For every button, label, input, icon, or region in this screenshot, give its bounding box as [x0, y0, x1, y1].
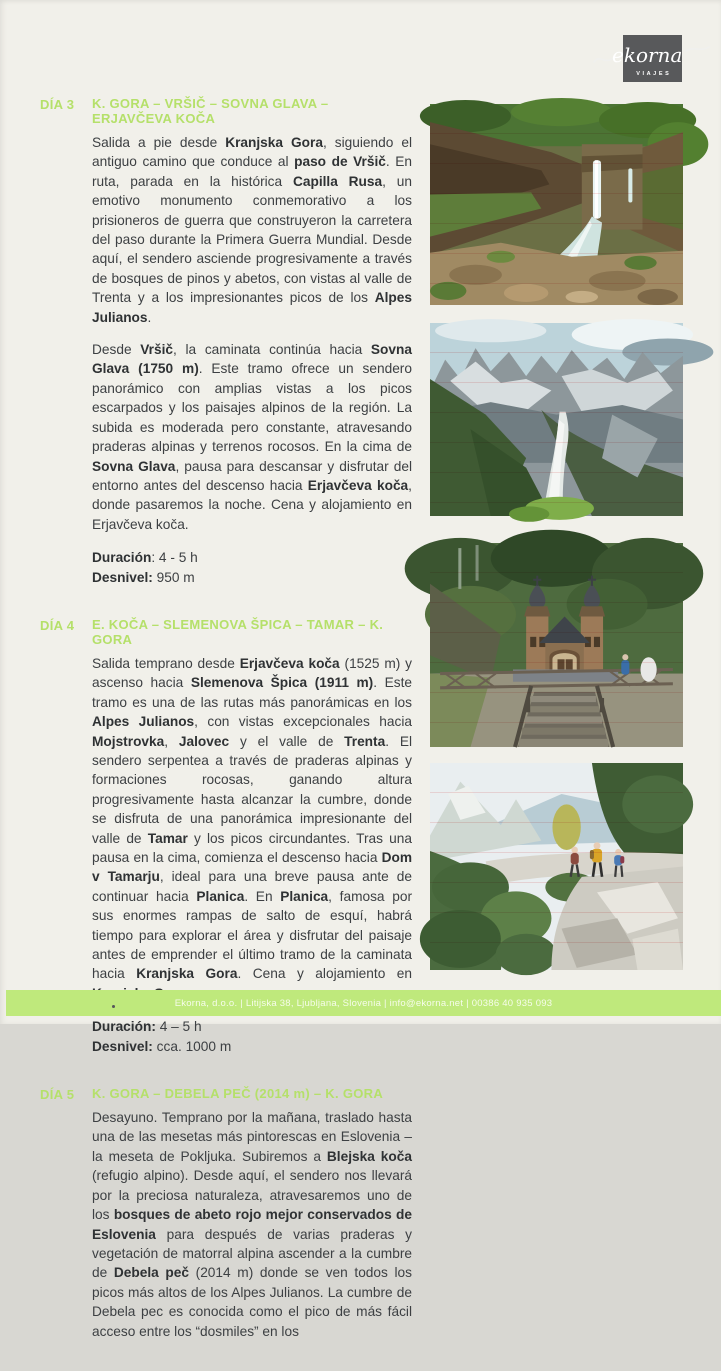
day-5-body — [92, 1086, 412, 1341]
day-4-label: DÍA 4 — [40, 617, 75, 633]
trail-illustration — [430, 763, 683, 970]
waterfall-gorge-photo — [430, 104, 683, 305]
day-3-title: K. GORA – VRŠIČ – SOVNA GLAVA – ERJAVČEVA KOČA — [92, 96, 329, 126]
elevation-line: Desnivel: 950 m — [92, 569, 195, 585]
day-4-paragraph: Salida temprano desde Erjavčeva koča (1525 m) y ascenso hacia Slemenova Špica (1911 m). Este tramo es una de las rutas más panorámicas en los Alpes Julianos, con vistas excepcionales hacia Mojstrovka, Jalovec y el valle de Trenta. El sendero serpentea a través de praderas alpinas y formaciones rocosas, ganando altura progresivamente hasta alcanzar la cumbre, donde se disfruta de una panorámica impresionante del valle de Tamar y los picos circundantes. Tras una pausa en la cima, comienza el descenso hacia Dom v Tamarju, ideal para una breve pausa ante de continuar hacia Planica. En Planica, famosa por sus enormes rampas de salto de esquí, habrá tiempo para explorar el área y disfrutar del paisaje antes de emprender el último tramo de la caminata hacia Kranjska Gora. Cena y alojamiento en — [92, 655, 413, 982]
svg-text:ekorna: ekorna — [612, 43, 683, 67]
day-5-paragraph: Desayuno. Temprano por la mañana, traslado hasta una de las mesetas más pintorescas en Eslovenia – la meseta de Pokljuka. Subiremos a Blejska koča (refugio alpino). Desde aquí, el sendero nos llevará por la preciosa naturaleza, atravesaremos uno de los bosques de abeto rojo mejor conservados de Eslovenia para después de varias praderas y vegetación de matorral alpina ascender a la cumbre de Debela peč (2014 m) donde se ven todos los picos más altos de los Alpes Julianos. La cumbre de Debela pec es conocida como el pico de más fácil acceso entre los “dosmiles” en los — [92, 1110, 413, 1339]
russian-chapel-photo — [430, 543, 683, 747]
day-3-stats — [92, 548, 412, 587]
valley-illustration — [430, 323, 683, 516]
footer-contact-info: Ekorna, d.o.o. | Litijska 38, Ljubljana, Slovenia | info@ekorna.net | 00386 40 935 093 — [174, 997, 553, 1009]
chapel-illustration — [430, 543, 683, 747]
footer-bar — [6, 990, 721, 1016]
hiking-trail-photo — [430, 763, 683, 970]
logo-tagline: VIAJES — [636, 71, 672, 77]
duration-line: Duración: 4 - 5 h — [92, 550, 198, 566]
waterfall-illustration — [430, 104, 683, 305]
day-3-label: DÍA 3 — [40, 97, 75, 112]
logo-script-icon — [590, 38, 715, 70]
day-4-title: E. KOČA – SLEMENOVA ŠPICA – TAMAR – K. GORA — [92, 616, 384, 647]
day-5-title: K. GORA – DEBELA PEČ (2014 m) – K. GORA — [92, 1086, 384, 1102]
day-4-stats — [92, 1017, 412, 1056]
day-3-body — [92, 96, 412, 587]
day-3-section — [40, 96, 412, 587]
day-3-paragraph: Desde Vršič, la caminata continúa hacia Sovna Glava (1750 m). Este tramo ofrece un sendero panorámico con amplias vistas a los picos escarpados y los paisajes alpinos de la región. La subida es moderada pero constante, atravesando praderas alpinas y terrenos rocosos. En la cima de Sovna Glava, pausa para descansar y disfrutar del entorno antes del descenso hacia Erjavčeva koča, donde pasaremos la noche. Cena y alojamiento en Erjavčeva koča. — [92, 342, 413, 532]
scan-speck — [112, 1005, 115, 1008]
itinerary-content — [40, 96, 412, 1371]
day-3-paragraph: Salida a pie desde Kranjska Gora, siguiendo el antiguo camino que conduce al paso de Vršič. En ruta, parada en la histórica Capilla Rusa, un emotivo monumento conmemorativo a los prisioneros de guerra que construyeron la carretera del paso durante la Primera Guerra Mundial. Desde aquí, el sendero asciende progresivamente a través de bosques de pinos y abetos, con vistas al valle de Trenta y a los impresionantes picos de los Alpes Julianos. — [92, 135, 412, 325]
ekorna-logo — [590, 28, 715, 92]
day-5-label: DÍA 5 — [40, 1087, 75, 1103]
duration-line: Duración: 4 – 5 h — [92, 1019, 202, 1035]
elevation-line: Desnivel: cca. 1000 m — [92, 1038, 232, 1054]
mountain-valley-photo — [430, 323, 683, 516]
day-5-section — [40, 1086, 412, 1341]
